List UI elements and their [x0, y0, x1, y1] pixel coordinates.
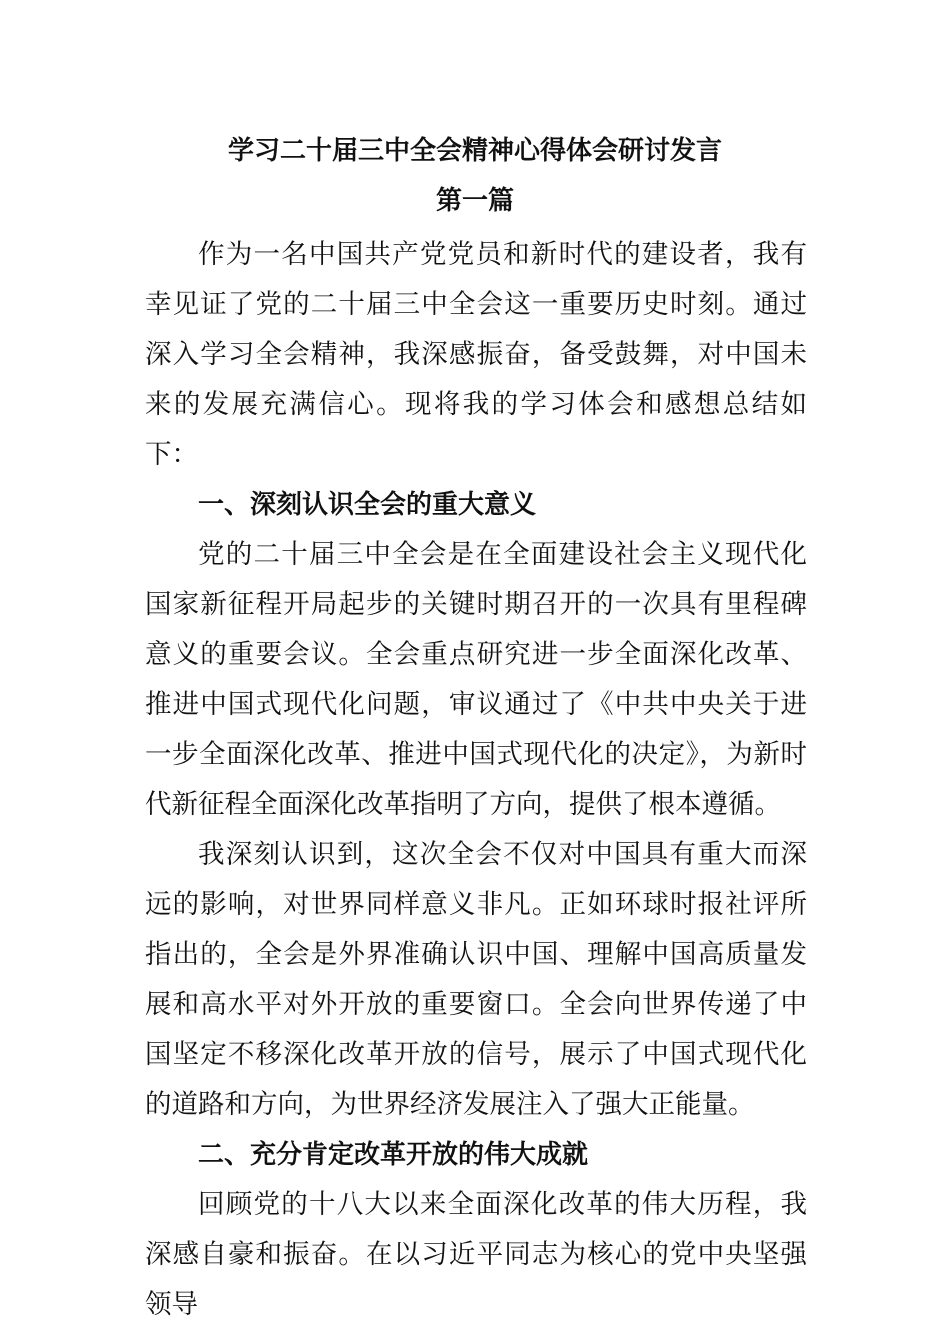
paragraph-intro: 作为一名中国共产党党员和新时代的建设者，我有幸见证了党的二十届三中全会这一重要历史时刻。通过深入学习全会精神，我深感振奋，备受鼓舞，对中国未来的发展充满信心。现将我的学习体会和感想总结如下：: [145, 239, 807, 470]
paragraph-achievements: 回顾党的十八大以来全面深化改革的伟大历程，我深感自豪和振奋。在以习近平同志为核心的党中央坚强领导: [145, 1189, 807, 1320]
paragraph-world-impact: 我深刻认识到，这次全会不仅对中国具有重大而深远的影响，对世界同样意义非凡。正如环球时报社评所指出的，全会是外界准确认识中国、理解中国高质量发展和高水平对外开放的重要窗口。全会向世界传递了中国坚定不移深化改革开放的信号，展示了中国式现代化的道路和方向，为世界经济发展注入了强大正能量。: [145, 839, 807, 1120]
paragraph-significance: 党的二十届三中全会是在全面建设社会主义现代化国家新征程开局起步的关键时期召开的一次具有里程碑意义的重要会议。全会重点研究进一步全面深化改革、推进中国式现代化问题，审议通过了《中共中央关于进一步全面深化改革、推进中国式现代化的决定》，为新时代新征程全面深化改革指明了方向，提供了根本遵循。: [145, 539, 807, 820]
section-heading-1: 一、深刻认识全会的重大意义: [198, 490, 537, 520]
document-subtitle: 第一篇: [435, 186, 514, 216]
section-heading-2: 二、充分肯定改革开放的伟大成就: [198, 1140, 589, 1170]
document-body: [145, 230, 807, 1330]
document-title: 学习二十届三中全会精神心得体会研讨发言: [227, 136, 722, 166]
